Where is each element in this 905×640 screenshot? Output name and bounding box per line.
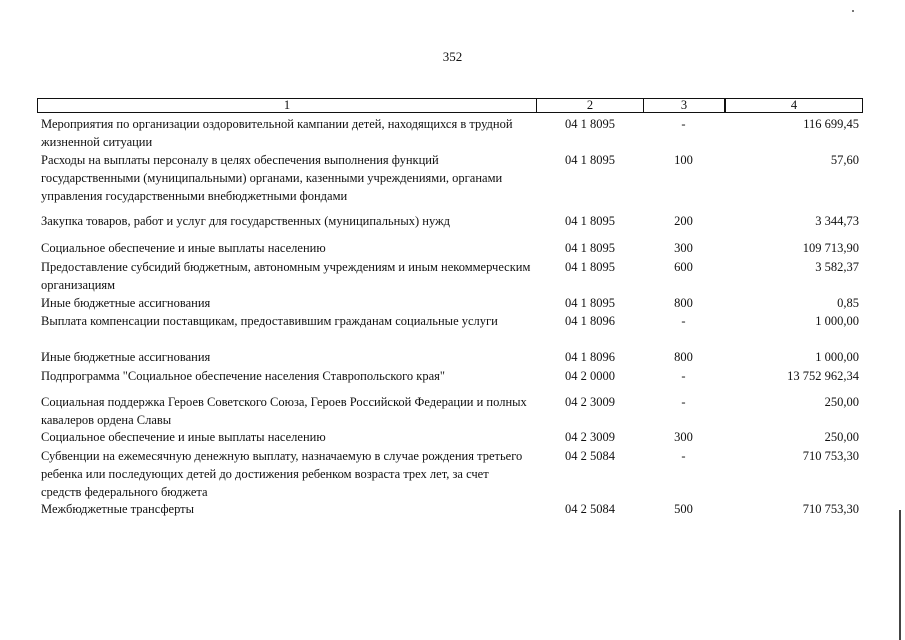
row-type: - bbox=[681, 395, 686, 409]
row-type: 600 bbox=[674, 260, 693, 274]
row-code: 04 1 8095 bbox=[565, 241, 615, 255]
row-sum: 3 344,73 bbox=[815, 214, 859, 228]
row-name: Социальное обеспечение и иные выплаты населению bbox=[41, 241, 326, 255]
row-code: 04 1 8095 bbox=[565, 153, 615, 167]
row-type: 300 bbox=[674, 241, 693, 255]
row-code: 04 2 0000 bbox=[565, 369, 615, 383]
scan-edge-line bbox=[899, 510, 901, 640]
row-code: 04 1 8095 bbox=[565, 117, 615, 131]
row-sum: 1 000,00 bbox=[815, 314, 859, 328]
row-code: 04 2 3009 bbox=[565, 395, 615, 409]
table-header bbox=[37, 98, 863, 113]
page-number: 352 bbox=[442, 49, 463, 64]
row-code: 04 1 8096 bbox=[565, 350, 615, 364]
row-sum: 3 582,37 bbox=[815, 260, 859, 274]
row-sum: 109 713,90 bbox=[802, 241, 859, 255]
row-type: 300 bbox=[674, 430, 693, 444]
row-code: 04 1 8095 bbox=[565, 296, 615, 310]
header-col-4: 4 bbox=[724, 99, 862, 112]
row-type: - bbox=[681, 449, 686, 463]
row-sum: 13 752 962,34 bbox=[787, 369, 859, 383]
row-code: 04 1 8095 bbox=[565, 260, 615, 274]
row-name: Предоставление субсидий бюджетным, автономным учреждениям и иным некоммерческим организациям bbox=[41, 260, 531, 292]
row-name: Социальное обеспечение и иные выплаты населению bbox=[41, 430, 326, 444]
row-name: Закупка товаров, работ и услуг для государственных (муниципальных) нужд bbox=[41, 214, 451, 228]
row-name: Иные бюджетные ассигнования bbox=[41, 296, 211, 310]
row-sum: 116 699,45 bbox=[803, 117, 859, 131]
row-code: 04 2 3009 bbox=[565, 430, 615, 444]
header-col-2: 2 bbox=[536, 99, 643, 112]
row-sum: 250,00 bbox=[824, 395, 859, 409]
header-col-1: 1 bbox=[283, 98, 291, 112]
row-sum: 0,85 bbox=[837, 296, 859, 310]
row-name: Подпрограмма "Социальное обеспечение населения Ставропольского края" bbox=[41, 369, 446, 383]
scan-speck bbox=[852, 10, 854, 12]
header-col-3: 3 bbox=[643, 99, 724, 112]
row-type: 100 bbox=[674, 153, 693, 167]
row-type: - bbox=[681, 314, 686, 328]
row-name: Иные бюджетные ассигнования bbox=[41, 350, 211, 364]
row-type: 200 bbox=[674, 214, 693, 228]
row-code: 04 1 8096 bbox=[565, 314, 615, 328]
row-sum: 710 753,30 bbox=[802, 449, 859, 463]
row-name: Выплата компенсации поставщикам, предоставившим гражданам социальные услуги bbox=[41, 314, 498, 328]
row-code: 04 2 5084 bbox=[565, 449, 615, 463]
row-name: Субвенции на ежемесячную денежную выплату, назначаемую в случае рождения третьего ребенка или последующих детей до достижения ребенком возраста трех лет, за счет средств федерального бюджета bbox=[41, 449, 523, 499]
row-type: - bbox=[681, 117, 686, 131]
row-type: - bbox=[681, 369, 686, 383]
row-sum: 57,60 bbox=[830, 153, 859, 167]
row-name: Расходы на выплаты персоналу в целях обеспечения выполнения функций государственными (муниципальными) органами, казенными учреждениями, органами управления государственными внебюджетными фондами bbox=[41, 153, 503, 203]
row-type: 800 bbox=[674, 350, 693, 364]
row-sum: 1 000,00 bbox=[815, 350, 859, 364]
row-name: Социальная поддержка Героев Советского Союза, Героев Российской Федерации и полных кавалеров ордена Славы bbox=[41, 395, 527, 427]
row-name: Межбюджетные трансферты bbox=[41, 502, 195, 516]
row-type: 500 bbox=[674, 502, 693, 516]
row-sum: 710 753,30 bbox=[802, 502, 859, 516]
row-name: Мероприятия по организации оздоровительной кампании детей, находящихся в трудной жизненной ситуации bbox=[41, 117, 513, 149]
row-code: 04 2 5084 bbox=[565, 502, 615, 516]
row-sum: 250,00 bbox=[824, 430, 859, 444]
row-code: 04 1 8095 bbox=[565, 214, 615, 228]
row-type: 800 bbox=[674, 296, 693, 310]
